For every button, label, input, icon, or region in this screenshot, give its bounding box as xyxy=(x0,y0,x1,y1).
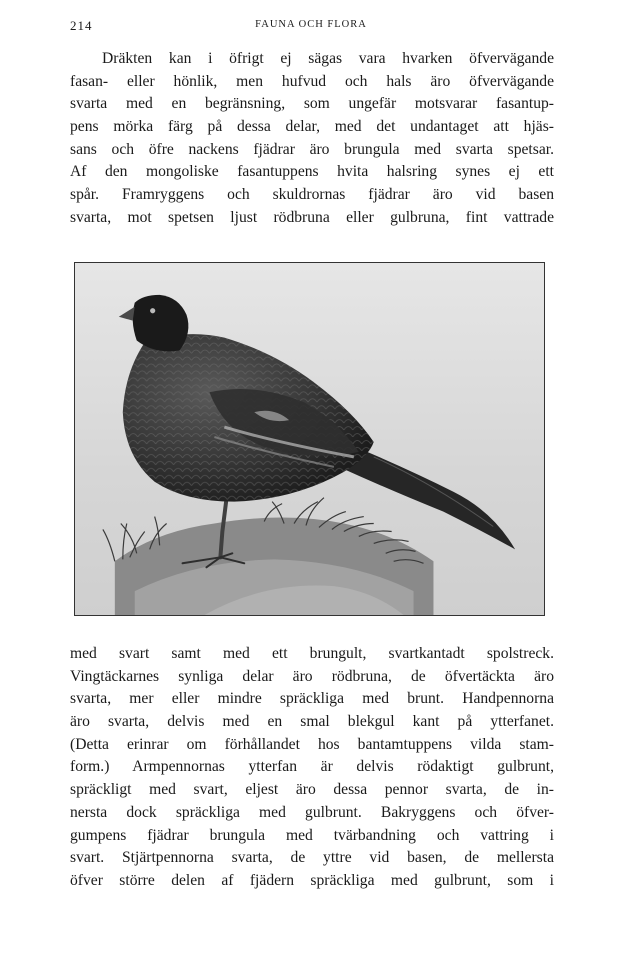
page-header xyxy=(70,18,552,36)
running-title: FAUNA OCH FLORA xyxy=(255,19,367,30)
text-line: Vingtäckarnes synliga delar äro rödbruna, de öfvertäckta äro xyxy=(70,667,554,685)
text-line: äro svarta, delvis med en smal blekgul kant på ytterfanet. xyxy=(70,713,554,731)
top-paragraph xyxy=(70,48,554,230)
bottom-paragraph xyxy=(70,643,554,893)
eye xyxy=(150,308,155,313)
text-line: med svart samt med ett brungult, svartkantadt spolstreck. xyxy=(70,645,554,662)
pheasant-photo xyxy=(74,262,545,616)
text-line: svarta, mot spetsen ljust rödbruna eller gulbruna, fint vattrade xyxy=(70,208,554,226)
text-line: sans och öfre nackens fjädrar äro brungula med svarta spetsar. xyxy=(70,140,554,158)
text-line: svarta, mer eller mindre spräckliga med brunt. Handpennorna xyxy=(70,690,554,708)
text-line: pens mörka färg på dessa delar, med det undantaget att hjäs- xyxy=(70,118,554,136)
text-line: form.) Armpennornas ytterfan är delvis rödaktigt gulbrunt, xyxy=(70,758,554,776)
page-number: 214 xyxy=(70,18,93,33)
text-line: (Detta erinrar om förhållandet hos bantamtuppens vilda stam- xyxy=(70,735,554,753)
pheasant-illustration xyxy=(75,263,544,615)
text-line: svarta med en begränsning, som ungefär motsvarar fasantup- xyxy=(70,95,554,113)
text-line: öfver större delen af fjädern spräckliga med gulbrunt, som i xyxy=(70,871,554,889)
text-line: Af den mongoliske fasantuppens hvita halsring synes ej ett xyxy=(70,163,554,181)
text-line: nersta dock spräckliga med gulbrunt. Bakryggens och öfver- xyxy=(70,803,554,821)
text-line: spräckligt med svart, eljest äro dessa pennor svarta, de in- xyxy=(70,781,554,799)
text-line: svart. Stjärtpennorna svarta, de yttre vid basen, de mellersta xyxy=(70,849,554,867)
text-line: spår. Framryggens och skuldrornas fjädrar äro vid basen xyxy=(70,186,554,204)
text-line: gumpens fjädrar brungula med tvärbandning och vattring i xyxy=(70,826,554,844)
text-line: Dräkten kan i öfrigt ej sägas vara hvarken öfvervägande xyxy=(102,50,554,67)
text-line: fasan- eller hönlik, men hufvud och hals äro öfvervägande xyxy=(70,72,554,90)
